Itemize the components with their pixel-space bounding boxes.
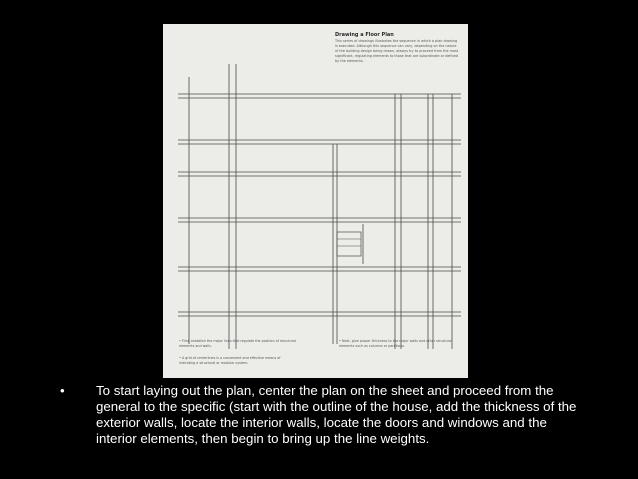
figure-caption-right-1: • Next, give proper thickness to the major walls and other structural elements such as columns or partitions.: [339, 339, 453, 348]
figure-caption-left-2: • A grid of centerlines is a convenient and effective means of indicating a structural or modular system.: [179, 356, 281, 365]
floor-plan-drawing: [163, 24, 468, 378]
figure-caption-left-1: • First, establish the major lines that regulate the position of structural elements and walls.: [179, 339, 296, 348]
figure-description: This series of drawings illustrates the sequence in which a plan drawing is executed. Although this sequence can vary, depending on the nature of the building design being drawn, always try to proceed from the most significant, regulating elements to those that are subordinate or defined by the elements.: [335, 39, 459, 63]
slide-bullet: [60, 383, 580, 447]
bullet-text: To start laying out the plan, center the plan on the sheet and proceed from the general to the specific (start with the outline of the house, add the thickness of the exterior walls, locate the interior walls, locate the doors and windows and the interior elements, then begin to bring up the line weights.: [96, 383, 577, 446]
bullet-icon: •: [60, 383, 65, 398]
floor-plan-figure: [163, 24, 468, 378]
figure-heading: Drawing a Floor Plan: [335, 32, 394, 38]
